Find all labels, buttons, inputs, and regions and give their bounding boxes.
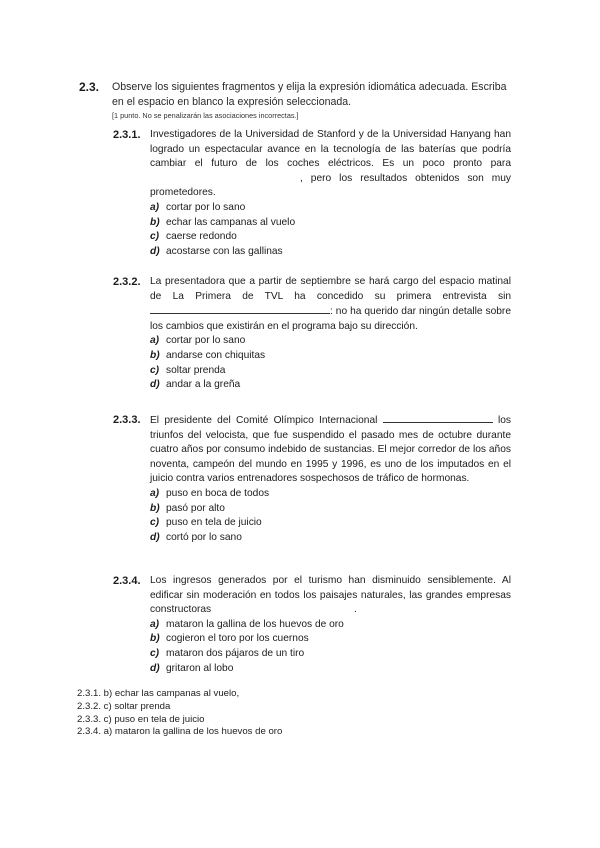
answer-key — [77, 688, 282, 739]
answer-line: 2.3.1. b) echar las campanas al vuelo, — [77, 688, 240, 699]
section-note: [1 punto. No se penalizarán las asociaciones incorrectas.] — [112, 111, 299, 120]
question-text — [150, 275, 511, 334]
answer-blank[interactable] — [383, 413, 493, 423]
option-d[interactable]: d) acostarse con las gallinas — [150, 245, 283, 257]
options-list — [150, 618, 511, 676]
question-2-3-1 — [113, 128, 511, 259]
text-after-blank: , pero los resultados obtenidos son muy prometedores. — [150, 172, 511, 199]
options-list — [150, 201, 511, 259]
question-number: 2.3.1. — [113, 129, 141, 141]
text-before-blank: La presentadora que a partir de septiembre se hará cargo del espacio matinal de La Primera de TVL ha concedido su primera entrevista sin — [150, 276, 511, 302]
text-after-blank: . — [354, 604, 357, 616]
option-d[interactable]: d) cortó por lo sano — [150, 531, 242, 543]
options-list — [150, 334, 511, 392]
option-b[interactable]: b) pasó por alto — [150, 502, 225, 514]
text-after-blank: : no ha querido dar ningún detalle sobre los cambios que existirán en el programa bajo su dirección. — [150, 306, 511, 332]
text-before-blank: Los ingresos generados por el turismo han disminuido sensiblemente. Al edificar sin moderación en todos los paisajes naturales, las grandes empresas constructoras — [150, 575, 511, 616]
question-text — [150, 128, 511, 201]
question-2-3-2 — [113, 275, 511, 393]
option-c[interactable]: c) caerse redondo — [150, 231, 237, 243]
question-2-3-3 — [113, 413, 511, 545]
answer-line: 2.3.4. a) mataron la gallina de los huevos de oro — [77, 726, 283, 738]
question-number: 2.3.3. — [113, 414, 141, 426]
option-a[interactable]: a) cortar por lo sano — [150, 335, 246, 347]
text-after-blank: los triunfos del velocista, que fue suspendido el pasado mes de octubre durante cuatro años por consumo indebido de sustancias. El mejor corredor de los años noventa, campeón del mundo en 1995 y 1996, es uno de los imputados en el juicio contra varios entrenadores sospechosos de tráfico de hormonas. — [150, 415, 511, 485]
option-a[interactable]: a) puso en boca de todos — [150, 487, 270, 499]
option-a[interactable]: a) cortar por lo sano — [150, 201, 246, 213]
option-b[interactable]: b) echar las campanas al vuelo — [150, 216, 296, 228]
option-b[interactable]: b) cogieron el toro por los cuernos — [150, 633, 309, 645]
question-text — [150, 574, 511, 618]
option-d[interactable]: d) andar a la greña — [150, 379, 241, 391]
question-text — [150, 413, 511, 487]
option-b[interactable]: b) andarse con chiquitas — [150, 349, 266, 361]
section-instruction: Observe los siguientes fragmentos y elija la expresión idiomática adecuada. Escriba en el espacio en blanco la expresión seleccionada. — [112, 81, 507, 108]
question-number: 2.3.2. — [113, 276, 141, 288]
option-c[interactable]: c) soltar prenda — [150, 364, 226, 376]
option-d[interactable]: d) gritaron al lobo — [150, 662, 234, 674]
option-a[interactable]: a) mataron la gallina de los huevos de oro — [150, 618, 344, 630]
option-c[interactable]: c) puso en tela de juicio — [150, 517, 262, 529]
question-2-3-4 — [113, 574, 511, 676]
section-header — [79, 80, 519, 121]
option-c[interactable]: c) mataron dos pájaros de un tiro — [150, 647, 305, 659]
question-number: 2.3.4. — [113, 575, 141, 587]
answer-line: 2.3.3. c) puso en tela de juicio — [77, 713, 205, 725]
options-list — [150, 487, 511, 545]
answer-blank[interactable] — [150, 304, 330, 314]
answer-line: 2.3.2. c) soltar prenda — [77, 700, 171, 712]
section-number: 2.3. — [79, 80, 100, 94]
text-before-blank: El presidente del Comité Olímpico Internacional — [150, 415, 378, 426]
text-before-blank: Investigadores de la Universidad de Stanford y de la Universidad Hanyang han logrado un espectacular avance en la tecnología de las baterías que podría cambiar el futuro de los coches eléctricos. Es un poco pronto para — [150, 129, 511, 170]
